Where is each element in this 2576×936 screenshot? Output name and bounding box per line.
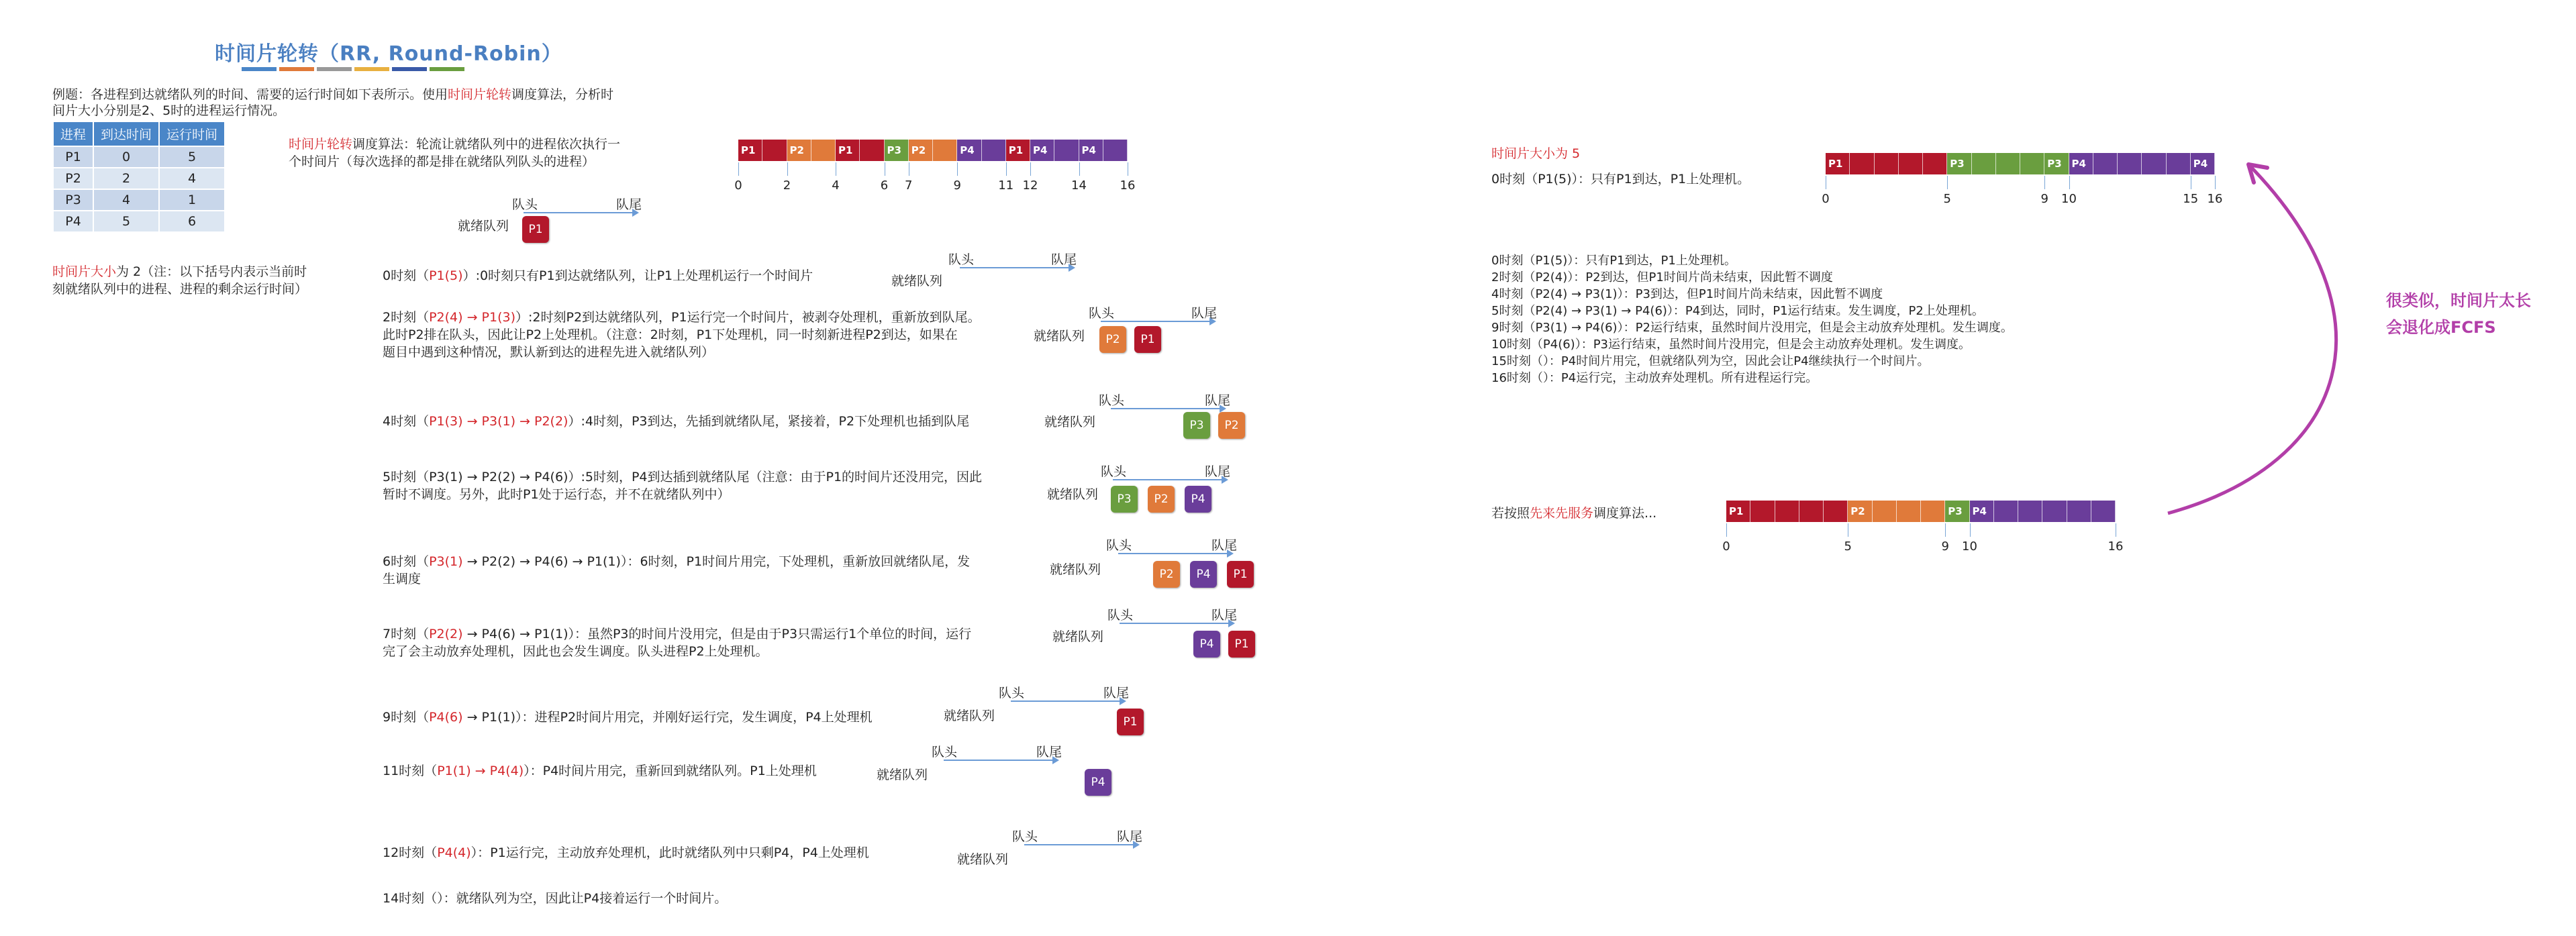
gantt-chart-rr-q2: [734, 140, 1136, 200]
table-row: [53, 146, 225, 168]
table-header: 进程: [53, 121, 93, 146]
gantt-tick-line: [1947, 176, 1948, 189]
gantt-tick-label: 10: [2061, 192, 2077, 206]
event-text: ）:4时刻，P3到达，先插到就绪队尾，紧接着，P2下处理机也插到队尾: [568, 414, 970, 429]
event-text: 11时刻（: [383, 764, 438, 778]
gantt-segment-p4: [1054, 140, 1079, 161]
gantt-tick-line: [957, 162, 958, 176]
gantt-bar: [1726, 501, 2116, 522]
gantt-segment-p2: [933, 140, 957, 161]
table-cell: 4: [93, 189, 159, 211]
process-box-p1: P1: [522, 216, 549, 243]
q5-line: 0时刻（P1(5)）：只有P1到达，P1上处理机。: [1491, 254, 1736, 268]
table-cell: P2: [53, 168, 93, 189]
event-text: 6时刻（: [383, 554, 430, 569]
q5-line: 9时刻（P3(1) → P4(6)）：P2运行结束，虽然时间片没用完，但是会主动放弃处理机。发生调度。: [1491, 321, 2013, 335]
page-title: 时间片轮转（RR, Round-Robin）: [215, 42, 562, 66]
gantt-segment-p3: [1972, 153, 1996, 174]
gantt-tick-label: 16: [2207, 192, 2223, 206]
gantt-segment-p2: P2: [1848, 501, 1872, 522]
event-queue: P1(5): [429, 268, 463, 283]
queue-tail-label: 队尾: [1036, 745, 1062, 760]
gantt-segment-p4: P4: [2069, 153, 2093, 174]
ready-queue-label: 就绪队列: [1044, 415, 1096, 429]
process-table: [52, 121, 226, 233]
gantt-segment-p1: P1: [1006, 140, 1030, 161]
gantt-segment-p1: [1750, 501, 1775, 522]
queue-head-label: 队头: [1012, 829, 1038, 844]
queue-head-label: 队头: [1101, 464, 1127, 479]
queue-head-label: 队头: [948, 252, 975, 267]
queue-arrow: [1111, 408, 1225, 409]
process-box-p4: P4: [1085, 769, 1111, 796]
event-text: ）:2时刻P2到达就绪队列，P1运行完一个时间片，被剥夺处理机，重新放到队尾。: [515, 310, 981, 325]
note-highlight: 时间片大小: [52, 264, 117, 279]
gantt-tick-label: 5: [1844, 539, 1852, 554]
q5-line: 15时刻（）：P4时间片用完，但就绪队列为空，因此会让P4继续执行一个时间片。: [1491, 354, 1930, 368]
event-text: → P1(1)）：进程P2时间片用完，并刚好运行完，发生调度，P4上处理机: [462, 710, 873, 725]
gantt-segment-p1: [1875, 153, 1899, 174]
process-box-p3: P3: [1111, 486, 1138, 513]
fcfs-highlight: 先来先服务: [1530, 506, 1594, 521]
gantt-tick-label: 16: [2108, 539, 2124, 554]
gantt-segment-p4: [2118, 153, 2142, 174]
quantum-5-explanation: [1491, 252, 2013, 386]
intro-text: 例题：各进程到达就绪队列的时间、需要的运行时间如下表所示。使用: [52, 87, 448, 102]
quantum-5-t0: 0时刻（P1(5)）：只有P1到达，P1上处理机。: [1491, 172, 1750, 187]
gantt-segment-p2: [1873, 501, 1897, 522]
gantt-tick-line: [1945, 523, 1946, 537]
queue-tail-label: 队尾: [1103, 686, 1130, 700]
gantt-tick-line: [1030, 162, 1031, 176]
gantt-segment-p4: P4: [2191, 153, 2215, 174]
gantt-tick-label: 7: [905, 178, 913, 193]
queue-tail-label: 队尾: [1051, 252, 1077, 267]
event-line-1c: 题目中遇到这种情况，默认新到达的进程先进入就绪队列）: [383, 345, 715, 360]
gantt-segment-p4: [1103, 140, 1128, 161]
queue-tail-label: 队尾: [1205, 464, 1231, 479]
gantt-tick-line: [1970, 523, 1971, 537]
event-queue: P4(4): [437, 845, 471, 860]
event-text: ）：P4时间片用完，重新回到就绪队列。P1上处理机: [524, 764, 817, 778]
event-text: 7时刻（: [383, 627, 430, 641]
gantt-segment-p1: [762, 140, 787, 161]
queue-arrow: [1120, 623, 1234, 624]
gantt-segment-p1: [1775, 501, 1799, 522]
process-box-p2: P2: [1218, 412, 1245, 439]
intro-text: 调度算法，分析时: [511, 87, 614, 102]
gantt-tick-line: [1079, 162, 1080, 176]
event-line-5: [383, 625, 971, 643]
process-box-p4: P4: [1193, 631, 1220, 658]
event-text: P3(1) → P2(2) → P4(6)）:5时刻，P4到达插到就绪队尾（注意：由于P1的时间片还没用完，因此: [429, 470, 983, 484]
queue-head-label: 队头: [1099, 393, 1125, 408]
process-box-p1: P1: [1228, 631, 1255, 658]
queue-arrow: [1011, 700, 1125, 702]
rr-highlight: 时间片轮转: [289, 137, 353, 152]
event-text: 5时刻（: [383, 470, 430, 484]
gantt-tick-label: 5: [1943, 192, 1951, 206]
queue-head-label: 队头: [512, 197, 538, 212]
queue-arrow: [1101, 321, 1215, 322]
gantt-tick-label: 2: [783, 178, 791, 193]
ready-queue-label: 就绪队列: [957, 852, 1009, 867]
table-header: 到达时间: [93, 121, 159, 146]
queue-tail-label: 队尾: [1211, 538, 1238, 553]
gantt-segment-p1: P1: [738, 140, 762, 161]
callout-line: 会退化成FCFS: [2386, 318, 2496, 337]
q5-line: 16时刻（）：P4运行完，主动放弃处理机。所有进程运行完。: [1491, 371, 1818, 385]
event-line-5b: 完了会主动放弃处理机，因此也会发生调度。队头进程P2上处理机。: [383, 644, 769, 659]
fcfs-text: 若按照: [1491, 506, 1530, 521]
gantt-segment-p1: P1: [836, 140, 860, 161]
process-box-p2: P2: [1153, 561, 1180, 588]
gantt-segment-p4: [2093, 153, 2118, 174]
table-cell: 5: [159, 146, 225, 168]
event-text: → P4(6) → P1(1)）：虽然P3的时间片没用完，但是由于P3只需运行1个单位的时间，运行: [462, 627, 972, 641]
event-line-4: [383, 553, 970, 570]
gantt-segment-p3: P3: [885, 140, 909, 161]
table-cell: 6: [159, 211, 225, 232]
table-cell: 1: [159, 189, 225, 211]
event-queue: P2(2): [429, 627, 463, 641]
gantt-segment-p4: [982, 140, 1006, 161]
ready-queue-label: 就绪队列: [458, 219, 509, 233]
gantt-segment-p2: [1897, 501, 1921, 522]
table-header: 运行时间: [159, 121, 225, 146]
event-line-9: 14时刻（）：就绪队列为空，因此让P4接着运行一个时间片。: [383, 891, 728, 906]
process-box-p4: P4: [1190, 561, 1217, 588]
event-text: 2时刻（: [383, 310, 430, 325]
gantt-tick-label: 14: [1071, 178, 1087, 193]
gantt-segment-p3: P3: [1945, 501, 1969, 522]
gantt-segment-p2: P2: [909, 140, 933, 161]
queue-head-label: 队头: [1107, 608, 1134, 623]
gantt-segment-p1: [860, 140, 884, 161]
gantt-segment-p3: P3: [2044, 153, 2069, 174]
gantt-tick-label: 9: [2040, 192, 2048, 206]
gantt-segment-p1: P1: [1826, 153, 1850, 174]
note-text: 为 2（注：以下括号内表示当前时: [116, 264, 307, 279]
intro-line-1: [52, 86, 613, 103]
queue-tail-label: 队尾: [616, 197, 642, 212]
table-row: [53, 189, 225, 211]
gantt-segment-p2: P2: [787, 140, 811, 161]
event-queue: P1(3) → P3(1) → P2(2): [429, 414, 568, 429]
gantt-tick-label: 0: [1822, 192, 1830, 206]
gantt-segment-p4: P4: [1030, 140, 1054, 161]
event-queue: P3(1): [429, 554, 463, 569]
gantt-segment-p1: P1: [1726, 501, 1750, 522]
table-cell: 4: [159, 168, 225, 189]
gantt-tick-label: 12: [1022, 178, 1038, 193]
event-text: 9时刻（: [383, 710, 430, 725]
queue-head-label: 队头: [999, 686, 1025, 700]
gantt-segment-p4: P4: [957, 140, 981, 161]
quantum-2-note-2: 刻就绪队列中的进程、进程的剩余运行时间）: [52, 282, 308, 297]
gantt-tick-label: 16: [1120, 178, 1136, 193]
q5-text: 为 5: [1555, 146, 1581, 161]
gantt-segment-p3: P3: [1947, 153, 1971, 174]
process-box-p3: P3: [1183, 412, 1210, 439]
queue-tail-label: 队尾: [1191, 306, 1218, 321]
q5-line: 2时刻（P2(4)）：P2到达，但P1时间片尚未结束，因此暂不调度: [1491, 270, 1833, 284]
queue-arrow: [1118, 553, 1232, 554]
gantt-segment-p4: [2091, 501, 2116, 522]
event-text: ）:0时刻只有P1到达就绪队列，让P1上处理机运行一个时间片: [462, 268, 813, 283]
ready-queue-label: 就绪队列: [1047, 487, 1099, 502]
table-cell: 0: [93, 146, 159, 168]
event-line-3b: 暂时不调度。另外，此时P1处于运行态，并不在就绪队列中）: [383, 487, 730, 502]
gantt-tick-line: [1726, 523, 1727, 537]
fcfs-callout: [2386, 287, 2531, 341]
q5-line: 5时刻（P2(4) → P3(1) → P4(6)）：P4到达，同时，P1运行结束。发生调度，P2上处理机。: [1491, 304, 1984, 318]
event-queue: P1(1) → P4(4): [437, 764, 524, 778]
event-line-2: [383, 413, 969, 430]
gantt-tick-label: 15: [2183, 192, 2199, 206]
gantt-tick-line: [787, 162, 788, 176]
ready-queue-label: 就绪队列: [1034, 329, 1085, 344]
gantt-tick-label: 9: [953, 178, 961, 193]
event-text: → P2(2) → P4(6) → P1(1)）：6时刻，P1时间片用完，下处理机，重新放回就绪队尾，发: [462, 554, 971, 569]
gantt-segment-p4: P4: [1079, 140, 1103, 161]
gantt-segment-p4: [1994, 501, 2018, 522]
event-line-8: [383, 844, 869, 862]
queue-arrow: [1113, 479, 1227, 480]
ready-queue-label: 就绪队列: [1050, 562, 1101, 577]
quantum-5-label: [1491, 145, 1580, 162]
gantt-segment-p4: [2067, 501, 2091, 522]
q5-line: 10时刻（P4(6)）：P3运行结束，虽然时间片没用完，但是会主动放弃处理机。发生调度。: [1491, 337, 1971, 352]
gantt-segment-p3: [1996, 153, 2020, 174]
ready-queue-label: 就绪队列: [877, 768, 928, 782]
q5-line: 4时刻（P2(4) → P3(1)）：P3到达，但P1时间片尚未结束，因此暂不调度: [1491, 287, 1883, 301]
table-row: [53, 168, 225, 189]
table-row: [53, 211, 225, 232]
queue-arrow: [944, 760, 1058, 761]
queue-tail-label: 队尾: [1205, 393, 1231, 408]
gantt-segment-p4: P4: [1970, 501, 1994, 522]
event-queue: P4(6): [429, 710, 463, 725]
queue-head-label: 队头: [1106, 538, 1132, 553]
event-line-4b: 生调度: [383, 572, 422, 586]
table-cell: P3: [53, 189, 93, 211]
gantt-tick-line: [738, 162, 739, 176]
table-cell: P1: [53, 146, 93, 168]
event-text: 0时刻（: [383, 268, 430, 283]
rr-description-2: 个时间片（每次选择的都是排在就绪队列队头的进程）: [289, 154, 595, 169]
process-box-p4: P4: [1185, 486, 1211, 513]
gantt-tick-label: 0: [1722, 539, 1730, 554]
process-box-p1: P1: [1227, 561, 1254, 588]
callout-line: 很类似，时间片太长: [2386, 291, 2531, 310]
event-line-1b: 此时P2排在队头，因此让P2上处理机。（注意：2时刻，P1下处理机，同一时刻新进程P2到达，如果在: [383, 327, 958, 342]
rr-text: 调度算法：轮流让就绪队列中的进程依次执行一: [352, 137, 621, 152]
process-box-p1: P1: [1134, 326, 1161, 353]
event-line-0: [383, 267, 813, 284]
gantt-tick-label: 9: [1941, 539, 1949, 554]
ready-queue-label: 就绪队列: [944, 709, 995, 723]
gantt-chart-fcfs: [1722, 501, 2124, 561]
ready-queue-label: 就绪队列: [891, 274, 943, 289]
ready-queue-label: 就绪队列: [1052, 629, 1104, 644]
queue-arrow: [524, 212, 638, 213]
gantt-segment-p2: [1921, 501, 1945, 522]
table-cell: P4: [53, 211, 93, 232]
gantt-bar: [738, 140, 1128, 161]
q5-highlight: 时间片大小: [1491, 146, 1556, 161]
gantt-tick-label: 4: [832, 178, 840, 193]
process-box-p2: P2: [1148, 486, 1175, 513]
process-box-p2: P2: [1099, 326, 1126, 353]
queue-head-label: 队头: [932, 745, 958, 760]
gantt-tick-line: [1006, 162, 1007, 176]
queue-tail-label: 队尾: [1211, 608, 1238, 623]
intro-line-2: 间片大小分别是2、5时的进程运行情况。: [52, 103, 286, 118]
fcfs-text: 调度算法...: [1593, 506, 1657, 521]
gantt-tick-label: 11: [998, 178, 1014, 193]
gantt-segment-p3: [2020, 153, 2044, 174]
process-box-p1: P1: [1117, 709, 1144, 735]
table-cell: 2: [93, 168, 159, 189]
event-text: 12时刻（: [383, 845, 438, 860]
event-text: 4时刻（: [383, 414, 430, 429]
gantt-segment-p4: [2042, 501, 2067, 522]
gantt-tick-label: 10: [1962, 539, 1977, 554]
event-line-7: [383, 762, 817, 780]
gantt-segment-p2: [811, 140, 836, 161]
gantt-tick-line: [2044, 176, 2045, 189]
gantt-segment-p1: [1923, 153, 1947, 174]
gantt-tick-label: 6: [880, 178, 889, 193]
title-underline: [242, 67, 464, 71]
event-line-6: [383, 709, 873, 726]
event-line-3: [383, 468, 982, 486]
queue-arrow: [1024, 844, 1138, 845]
queue-tail-label: 队尾: [1117, 829, 1143, 844]
event-line-1: [383, 309, 981, 326]
event-queue: P2(4) → P1(3): [429, 310, 516, 325]
table-cell: 5: [93, 211, 159, 232]
gantt-segment-p4: [2018, 501, 2042, 522]
gantt-tick-label: 0: [734, 178, 742, 193]
gantt-segment-p1: [1824, 501, 1848, 522]
rr-description: [289, 136, 620, 153]
queue-arrow: [960, 267, 1074, 268]
fcfs-label: [1491, 505, 1656, 522]
gantt-tick-line: [2069, 176, 2070, 189]
queue-head-label: 队头: [1089, 306, 1115, 321]
gantt-segment-p1: [1799, 501, 1824, 522]
gantt-segment-p1: [1850, 153, 1874, 174]
gantt-bar: [1826, 153, 2215, 174]
quantum-2-note: [52, 263, 307, 280]
event-text: ）：P1运行完，主动放弃处理机，此时就绪队列中只剩P4，P4上处理机: [470, 845, 869, 860]
gantt-segment-p1: [1899, 153, 1923, 174]
intro-highlight: 时间片轮转: [448, 87, 512, 102]
